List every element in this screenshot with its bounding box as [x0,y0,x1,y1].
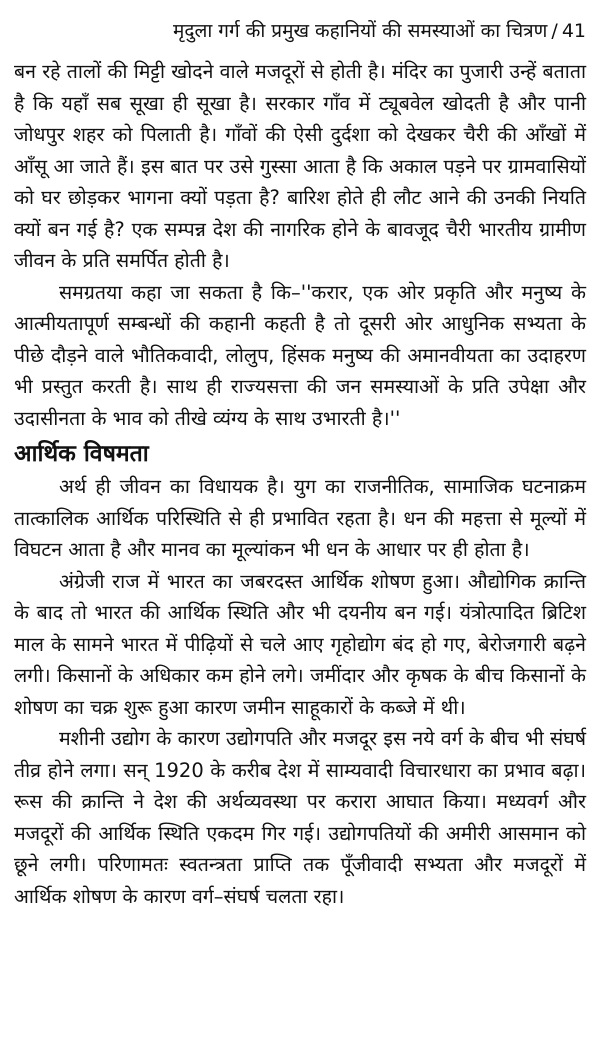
paragraph-summary-quote: समग्रतया कहा जा सकता है कि–''करार, एक ओर प्रकृति और मनुष्य के आत्मीयतापूर्ण सम्बन्धों की कहानी कहती है तो दूसरी ओर आधुनिक सभ्यता के पीछे दौड़ने वाले भौतिकवादी, लोलुप, हिंसक मनुष्य की अमानवीयता का उदाहरण भी प्रस्तुत करती है। साथ ही राज्यसत्ता की जन समस्याओं के प्रति उपेक्षा और उदासीनता के भाव को तीखे व्यंग्य के साथ उभारती है।'' [14,280,586,430]
paragraph-british-rule: अंग्रेजी राज में भारत का जबरदस्त आर्थिक शोषण हुआ। औद्योगिक क्रान्ति के बाद तो भारत की आर्थिक स्थिति और भी दयनीय बन गई। यंत्रोत्पादित ब्रिटिश माल के सामने भारत में पीढ़ियों से चले आए गृहोद्योग बंद हो गए, बेरोजगारी बढ़ने लगी। किसानों के अधिकार कम होने लगे। जमींदार और कृषक के बीच किसानों के शोषण का चक्र शुरू हुआ कारण जमीन साहूकारों के कब्जे में थी। [14,569,586,719]
paragraph-economy-intro: अर्थ ही जीवन का विधायक है। युग का राजनीतिक, सामाजिक घटनाक्रम तात्कालिक आर्थिक परिस्थिति से ही प्रभावित रहता है। धन की महत्ता से मूल्यों में विघटन आता है और मानव का मूल्यांकन भी धन के आधार पर ही होता है। [14,475,586,561]
section-heading: आर्थिक विषमता [14,441,149,467]
running-header [14,18,586,44]
header-separator: / [551,20,558,42]
page-number: 41 [561,20,586,42]
chapter-title: मृदुला गर्ग की प्रमुख कहानियों की समस्याओं का चित्रण [173,20,548,42]
paragraph-continued: बन रहे तालों की मिट्टी खोदने वाले मजदूरों से होती है। मंदिर का पुजारी उन्हें बताता है कि यहाँ सब सूखा ही सूखा है। सरकार गाँव में ट्यूबवेल खोदती है और पानी जोधपुर शहर को पिलाती है। गाँवों की ऐसी दुर्दशा को देखकर चैरी की आँखों में आँसू आ जाते हैं। इस बात पर उसे गुस्सा आता है कि अकाल पड़ने पर ग्रामवासियों को घर छोड़कर भागना क्यों पड़ता है? बारिश होते ही लौट आने की उनकी नियति क्यों बन गई है? एक सम्पन्न देश की नागरिक होने के बावजूद चैरी भारतीय ग्रामीण जीवन के प्रति समर्पित होती है। [14,60,586,272]
paragraph-industrial-conflict: मशीनी उद्योग के कारण उद्योगपति और मजदूर इस नये वर्ग के बीच भी संघर्ष तीव्र होने लगा। सन् 1920 के करीब देश में साम्यवादी विचारधारा का प्रभाव बढ़ा। रूस की क्रान्ति ने देश की अर्थव्यवस्था पर करारा आघात किया। मध्यवर्ग और मजदूरों की आर्थिक स्थिति एकदम गिर गई। उद्योगपतियों की अमीरी आसमान को छूने लगी। परिणामतः स्वतन्त्रता प्राप्ति तक पूँजीवादी सभ्यता और मजदूरों में आर्थिक शोषण के कारण वर्ग–संघर्ष चलता रहा। [14,727,586,908]
